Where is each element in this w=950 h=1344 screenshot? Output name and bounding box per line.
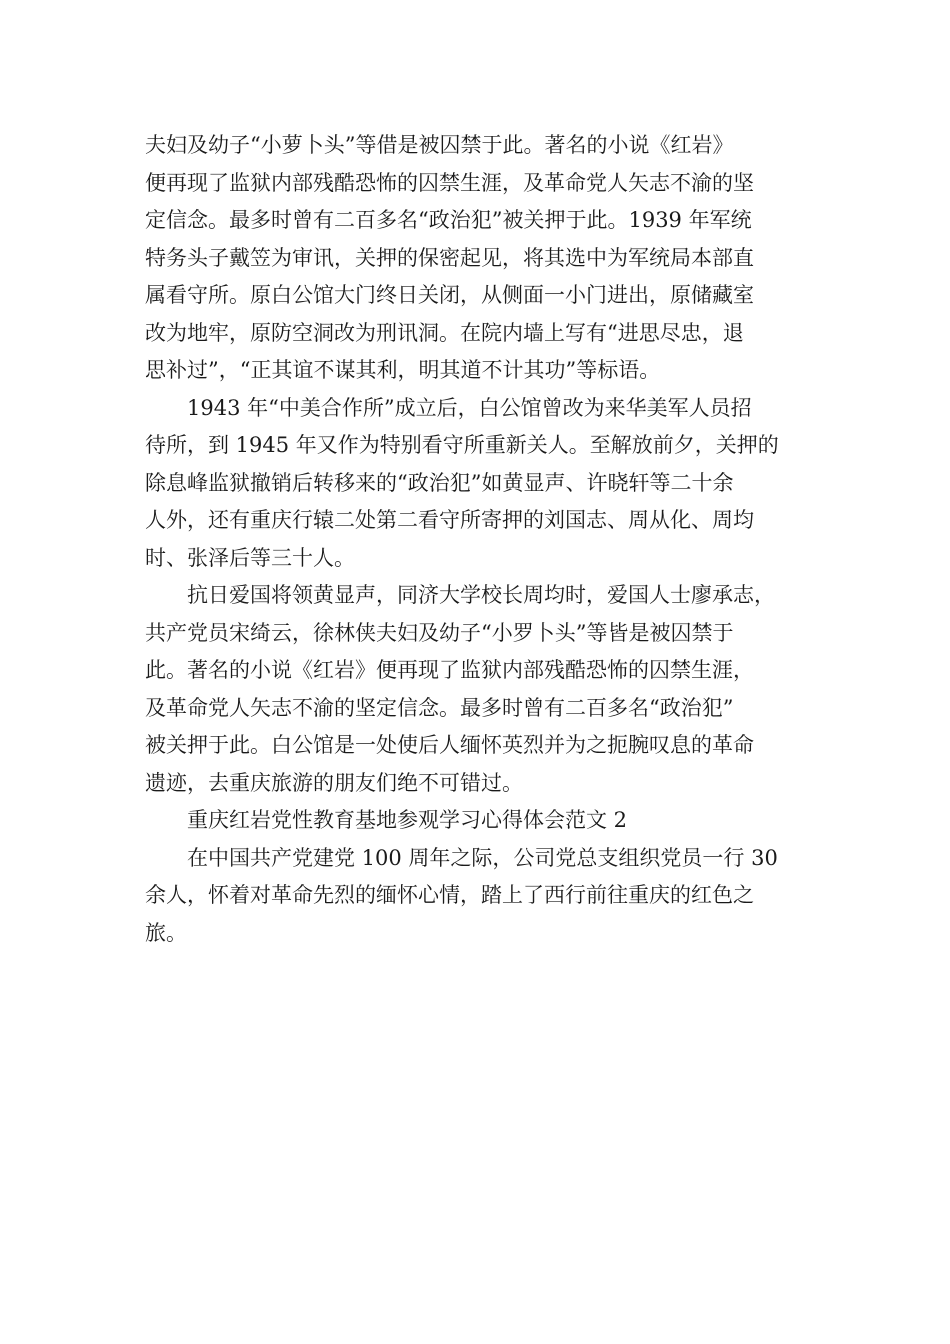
text-line: 定信念。最多时曾有二百多名“政治犯”被关押于此。1939 年军统	[145, 208, 752, 232]
text-line: 1943 年“中美合作所”成立后，白公馆曾改为来华美军人员招	[187, 395, 752, 420]
text-line: 待所，到 1945 年又作为特别看守所重新关人。至解放前夕，关押的	[145, 433, 779, 457]
text-line: 遗迹，去重庆旅游的朋友们绝不可错过。	[145, 770, 523, 795]
text-line: 夫妇及幼子“小萝卜头”等借是被囚禁于此。著名的小说《红岩》	[145, 133, 734, 157]
document-body	[145, 127, 825, 952]
text-line: 共产党员宋绮云，徐林侠夫妇及幼子“小罗卜头”等皆是被囚禁于	[145, 620, 734, 645]
text-line: 便再现了监狱内部残酷恐怖的囚禁生涯，及革命党人矢志不渝的坚	[145, 170, 754, 195]
text-line: 重庆红岩党性教育基地参观学习心得体会范文 2	[187, 808, 628, 832]
text-line: 属看守所。原白公馆大门终日关闭，从侧面一小门进出，原储藏室	[145, 283, 754, 307]
text-line: 特务头子戴笠为审讯，关押的保密起见，将其选中为军统局本部直	[145, 245, 754, 270]
text-line: 改为地牢，原防空洞改为刑讯洞。在院内墙上写有“进思尽忠，退	[145, 320, 744, 345]
text-line: 此。著名的小说《红岩》便再现了监狱内部残酷恐怖的囚禁生涯，	[145, 658, 754, 682]
text-line: 时、张泽后等三十人。	[145, 545, 355, 570]
text-line: 旅。	[145, 920, 187, 945]
text-line: 思补过”，“正其谊不谋其利，明其道不计其功”等标语。	[145, 358, 661, 382]
text-line: 在中国共产党建党 100 周年之际，公司党总支组织党员一行 30	[187, 845, 778, 870]
text-line: 除息峰监狱撤销后转移来的“政治犯”如黄显声、许晓轩等二十余	[145, 470, 734, 495]
text-line: 抗日爱国将领黄显声，同济大学校长周均时，爱国人士廖承志，	[187, 583, 775, 607]
text-line: 被关押于此。白公馆是一处使后人缅怀英烈并为之扼腕叹息的革命	[145, 733, 754, 757]
text-line: 余人，怀着对革命先烈的缅怀心情，踏上了西行前往重庆的红色之	[145, 883, 754, 907]
text-line: 人外，还有重庆行辕二处第二看守所寄押的刘国志、周从化、周均	[145, 508, 754, 532]
text-line: 及革命党人矢志不渝的坚定信念。最多时曾有二百多名“政治犯”	[145, 695, 734, 720]
